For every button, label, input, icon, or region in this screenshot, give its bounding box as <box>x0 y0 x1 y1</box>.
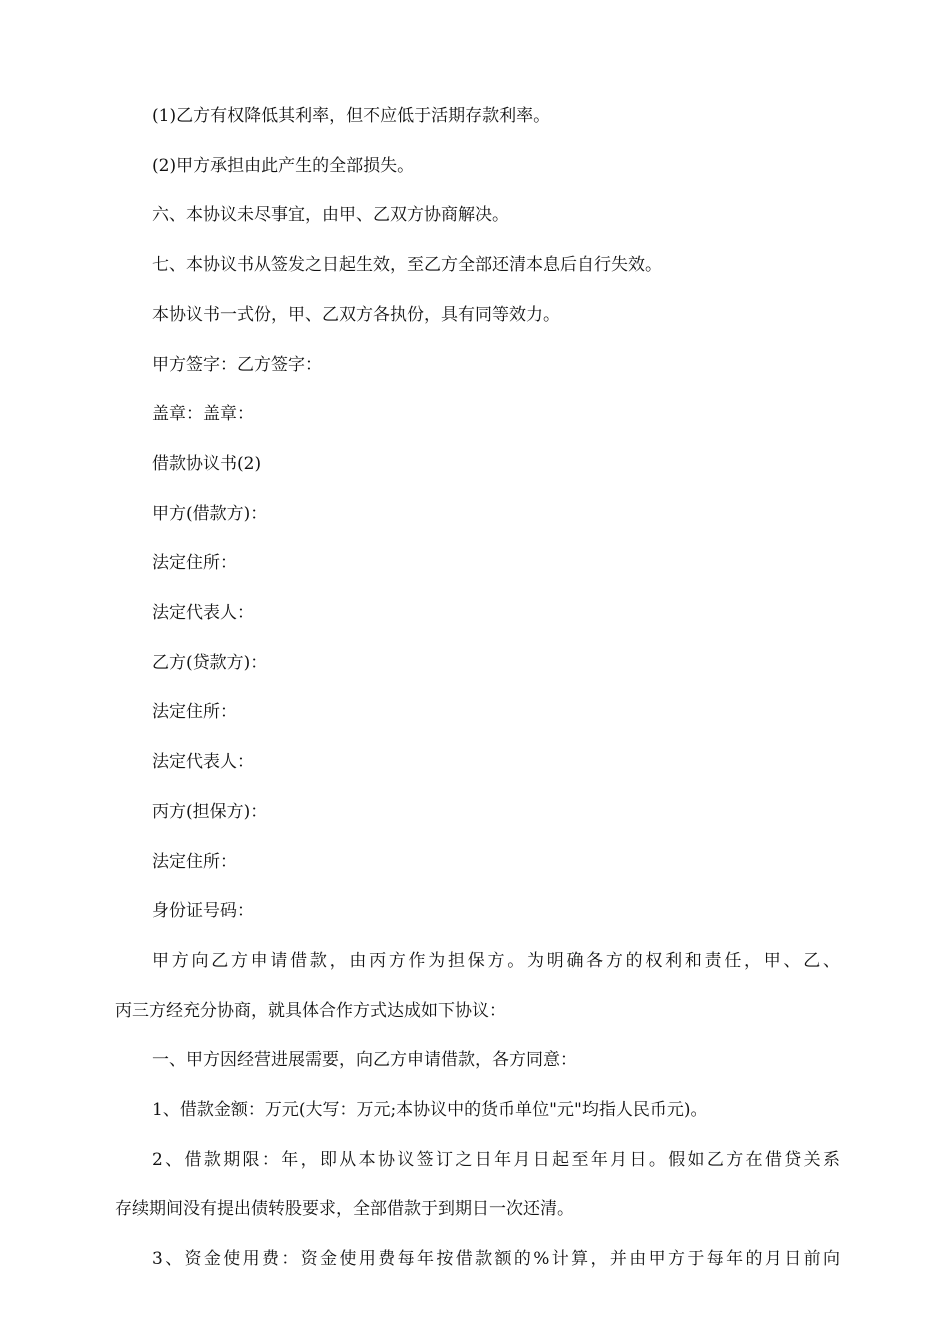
party-field: 法定住所： <box>152 851 237 872</box>
party-field: 法定住所： <box>152 553 237 574</box>
seal-line: 盖章：盖章： <box>152 404 254 425</box>
document-title: 借款协议书(2) <box>152 453 262 474</box>
party-field: 丙方(担保方)： <box>152 801 268 822</box>
clause-text: 七、本协议书从签发之日起生效，至乙方全部还清本息后自行失效。 <box>152 255 662 276</box>
clause-text: 本协议书一式份，甲、乙双方各执份，具有同等效力。 <box>152 304 560 325</box>
clause-text: (1)乙方有权降低其利率，但不应低于活期存款利率。 <box>152 106 551 126</box>
document-body <box>115 92 840 1285</box>
party-field: 法定代表人： <box>152 752 254 773</box>
clause-text: (2)甲方承担由此产生的全部损失。 <box>152 155 415 176</box>
paragraph-line: 存续期间没有提出债转股要求，全部借款于到期日一次还清。 <box>115 1199 574 1220</box>
signature-line: 甲方签字：乙方签字： <box>152 354 322 375</box>
party-field: 法定代表人： <box>152 603 254 624</box>
party-field: 身份证号码： <box>152 901 254 922</box>
clause-text: 一、甲方因经营进展需要，向乙方申请借款，各方同意： <box>152 1050 577 1071</box>
party-field: 乙方(贷款方)： <box>152 652 268 673</box>
party-field: 甲方(借款方)： <box>152 503 268 524</box>
clause-text: 1、借款金额：万元(大写：万元;本协议中的货币单位"元"均指人民币元)。 <box>152 1100 708 1121</box>
clause-text: 六、本协议未尽事宜，由甲、乙双方协商解决。 <box>152 205 509 226</box>
paragraph-line: 甲方向乙方申请借款，由丙方作为担保方。为明确各方的权利和责任，甲、乙、 <box>152 950 840 971</box>
paragraph-line: 3、资金使用费：资金使用费每年按借款额的%计算，并由甲方于每年的月日前向 <box>152 1249 840 1270</box>
party-field: 法定住所： <box>152 702 237 723</box>
paragraph-line: 丙三方经充分协商，就具体合作方式达成如下协议： <box>115 1000 506 1021</box>
paragraph-line: 2、借款期限：年，即从本协议签订之日年月日起至年月日。假如乙方在借贷关系 <box>152 1149 840 1170</box>
